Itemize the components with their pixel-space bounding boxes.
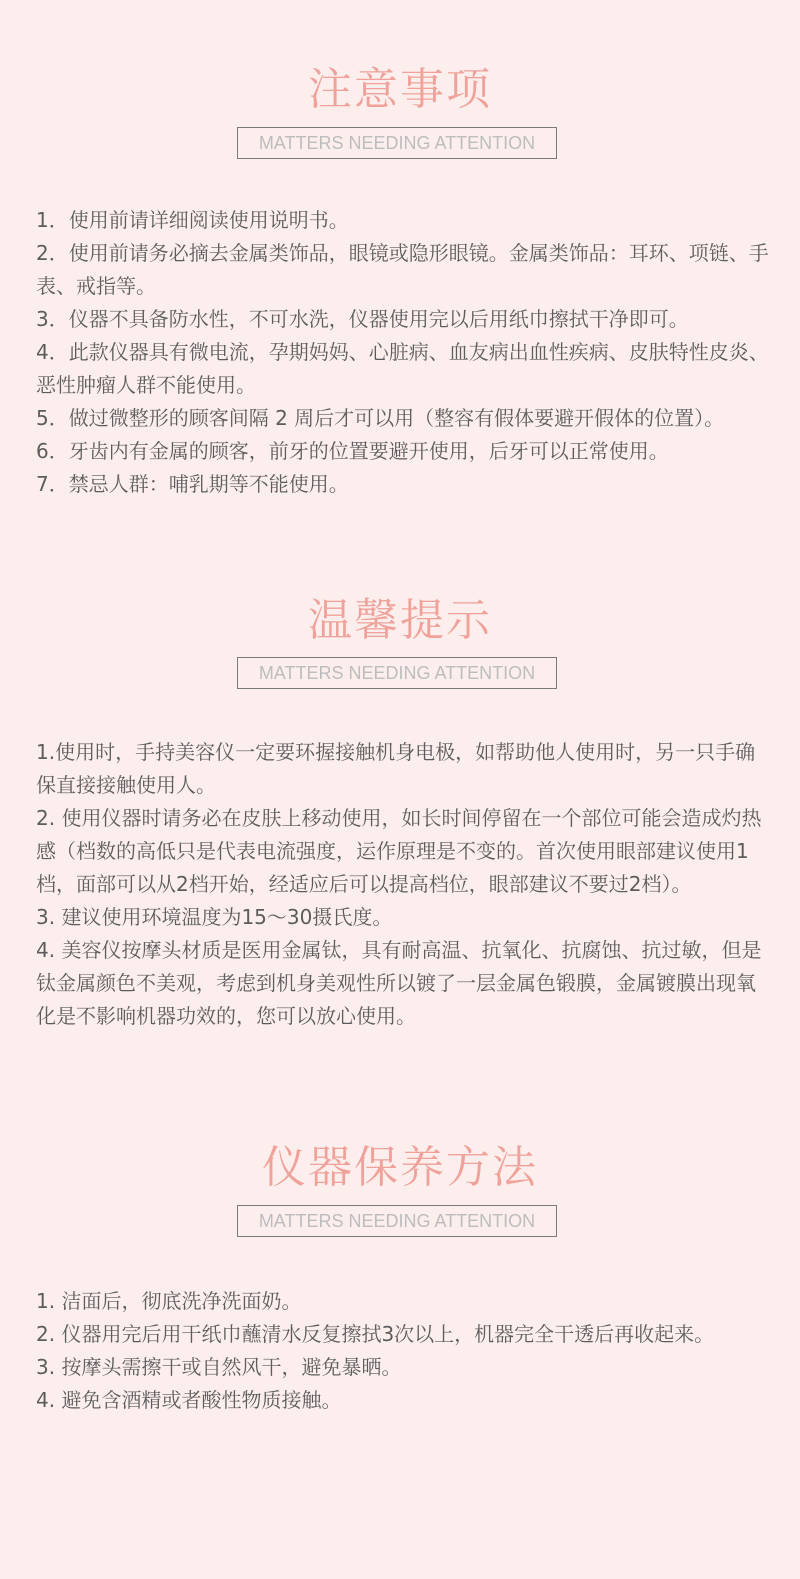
list-item: 2. 使用仪器时请务必在皮肤上移动使用，如长时间停留在一个部位可能会造成灼热感（档数的高低只是代表电流强度，运作原理是不变的。首次使用眼部建议使用1档，面部可以从2档开始，经适应后可以提高档位，眼部建议不要过2档）。 <box>36 806 762 896</box>
list-item: 6．牙齿内有金属的顾客，前牙的位置要避开使用，后牙可以正常使用。 <box>36 439 669 463</box>
list-item: 2. 仪器用完后用干纸巾蘸清水反复擦拭3次以上，机器完全干透后再收起来。 <box>36 1322 715 1346</box>
list-item: 4．此款仪器具有微电流，孕期妈妈、心脏病、血友病出血性疾病、皮肤特性皮炎、恶性肿瘤人群不能使用。 <box>36 340 769 397</box>
section-subtitle-tips: MATTERS NEEDING ATTENTION <box>237 657 557 689</box>
list-item: 3. 建议使用环境温度为15～30摄氏度。 <box>36 905 393 929</box>
list-item: 4. 避免含酒精或者酸性物质接触。 <box>36 1388 342 1412</box>
section-subtitle-notes: MATTERS NEEDING ATTENTION <box>237 127 557 159</box>
tips-list <box>36 736 771 1033</box>
list-item: 4. 美容仪按摩头材质是医用金属钛，具有耐高温、抗氧化、抗腐蚀、抗过敏，但是钛金属颜色不美观，考虑到机身美观性所以镀了一层金属色锻膜，金属镀膜出现氧化是不影响机器功效的，您可以放心使用。 <box>36 938 762 1028</box>
maintenance-list <box>36 1285 771 1417</box>
list-item: 3. 按摩头需擦干或自然风干，避免暴晒。 <box>36 1355 402 1379</box>
section-title-maintenance: 仪器保养方法 <box>262 1142 538 1193</box>
list-item: 1．使用前请详细阅读使用说明书。 <box>36 208 349 232</box>
notes-list <box>36 204 771 501</box>
list-item: 2．使用前请务必摘去金属类饰品，眼镜或隐形眼镜。金属类饰品：耳环、项链、手表、戒指等。 <box>36 241 769 298</box>
list-item: 1. 洁面后，彻底洗净洗面奶。 <box>36 1289 302 1313</box>
list-item: 1.使用时，手持美容仪一定要环握接触机身电极，如帮助他人使用时，另一只手确保直接接触使用人。 <box>36 740 756 797</box>
section-subtitle-maintenance: MATTERS NEEDING ATTENTION <box>237 1205 557 1237</box>
list-item: 5．做过微整形的顾客间隔 2 周后才可以用（整容有假体要避开假体的位置）。 <box>36 406 725 430</box>
list-item: 3．仪器不具备防水性，不可水洗，仪器使用完以后用纸巾擦拭干净即可。 <box>36 307 689 331</box>
section-title-tips: 温馨提示 <box>308 595 492 646</box>
list-item: 7．禁忌人群：哺乳期等不能使用。 <box>36 472 349 496</box>
section-title-notes: 注意事项 <box>308 64 492 115</box>
